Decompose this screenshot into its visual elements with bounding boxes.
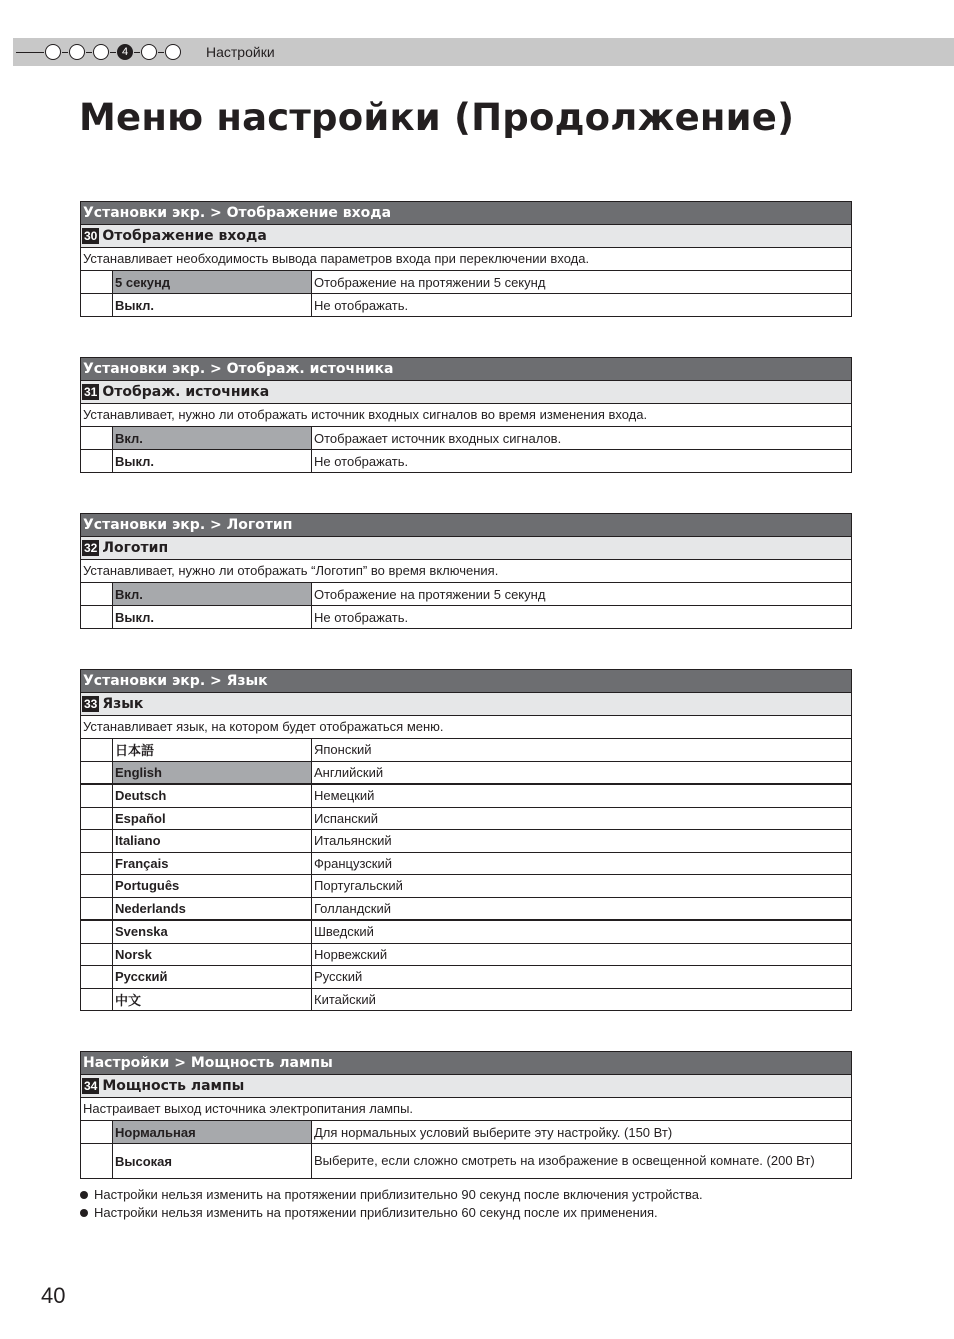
option-row bbox=[81, 450, 851, 472]
option-description: Выберите, если сложно смотреть на изображение в освещенной комнате. (200 Вт) bbox=[314, 1153, 815, 1168]
row-indent bbox=[81, 762, 113, 784]
row-indent bbox=[81, 427, 113, 449]
option-row bbox=[81, 966, 851, 989]
option-description: Отображение на протяжении 5 секунд bbox=[314, 274, 546, 290]
bullet-icon bbox=[80, 1209, 88, 1217]
note-item bbox=[80, 1204, 703, 1222]
option-description: Французский bbox=[314, 855, 392, 871]
option-row bbox=[81, 294, 851, 316]
step-6 bbox=[165, 44, 181, 60]
setting-title bbox=[81, 1075, 851, 1098]
option-name: Français bbox=[113, 853, 312, 875]
setting-title bbox=[81, 381, 851, 404]
note-text: Настройки нельзя изменить на протяжении приблизительно 90 секунд после включения устройства. bbox=[94, 1187, 703, 1202]
option-row bbox=[81, 606, 851, 628]
option-row bbox=[81, 921, 851, 944]
option-name: Nederlands bbox=[113, 898, 312, 920]
row-indent bbox=[81, 606, 113, 628]
row-indent bbox=[81, 450, 113, 472]
option-name: Вкл. bbox=[113, 427, 312, 449]
step-5 bbox=[141, 44, 157, 60]
option-row bbox=[81, 739, 851, 762]
setting-number: 34 bbox=[84, 1079, 98, 1093]
option-description: Норвежский bbox=[314, 946, 388, 962]
row-indent bbox=[81, 898, 113, 920]
option-description: Не отображать. bbox=[314, 453, 409, 469]
notes bbox=[80, 1186, 703, 1222]
row-indent bbox=[81, 1144, 113, 1178]
settings-table bbox=[80, 1051, 852, 1179]
option-name: Вкл. bbox=[113, 583, 312, 605]
setting-name: Отображение входа bbox=[102, 228, 267, 244]
note-item bbox=[80, 1186, 703, 1204]
setting-name: Логотип bbox=[102, 540, 169, 556]
step-2 bbox=[69, 44, 85, 60]
option-row bbox=[81, 808, 851, 831]
row-indent bbox=[81, 944, 113, 966]
option-row bbox=[81, 1144, 851, 1178]
menu-path: Установки экр. > Отображение входа bbox=[81, 202, 851, 225]
setting-title bbox=[81, 537, 851, 560]
settings-table bbox=[80, 357, 852, 473]
row-indent bbox=[81, 785, 113, 807]
option-description: Шведский bbox=[314, 924, 374, 940]
option-row bbox=[81, 898, 851, 922]
row-indent bbox=[81, 853, 113, 875]
setting-number: 32 bbox=[84, 541, 98, 555]
option-description: Не отображать. bbox=[314, 297, 409, 313]
option-name: Выкл. bbox=[113, 450, 312, 472]
setting-description: Настраивает выход источника электропитания лампы. bbox=[81, 1098, 851, 1121]
step-connector bbox=[62, 52, 68, 53]
page-title: Меню настройки (Продолжение) bbox=[79, 96, 795, 139]
setting-number: 33 bbox=[84, 697, 98, 711]
setting-name: Мощность лампы bbox=[102, 1078, 245, 1094]
menu-path: Установки экр. > Логотип bbox=[81, 514, 851, 537]
option-description: Японский bbox=[314, 742, 372, 758]
step-4-active: 4 bbox=[117, 44, 133, 60]
option-row bbox=[81, 944, 851, 967]
menu-path: Настройки > Мощность лампы bbox=[81, 1052, 851, 1075]
menu-path: Установки экр. > Язык bbox=[81, 670, 851, 693]
option-row bbox=[81, 830, 851, 853]
option-name: Deutsch bbox=[113, 785, 312, 807]
setting-title bbox=[81, 225, 851, 248]
row-indent bbox=[81, 739, 113, 761]
row-indent bbox=[81, 830, 113, 852]
row-indent bbox=[81, 875, 113, 897]
option-description: Не отображать. bbox=[314, 609, 409, 625]
option-name: Русский bbox=[113, 966, 312, 988]
option-row bbox=[81, 271, 851, 294]
option-description: Отображает источник входных сигналов. bbox=[314, 430, 562, 446]
option-name: 5 секунд bbox=[113, 271, 312, 293]
option-name: Italiano bbox=[113, 830, 312, 852]
step-connector bbox=[158, 52, 164, 53]
step-3 bbox=[93, 44, 109, 60]
page-number: 40 bbox=[41, 1283, 66, 1308]
option-name: Нормальная bbox=[113, 1121, 312, 1143]
option-name: 中文 bbox=[113, 989, 312, 1011]
option-row bbox=[81, 875, 851, 898]
bullet-icon bbox=[80, 1191, 88, 1199]
row-indent bbox=[81, 583, 113, 605]
row-indent bbox=[81, 294, 113, 316]
setting-description: Устанавливает необходимость вывода параметров входа при переключении входа. bbox=[81, 248, 851, 271]
option-row bbox=[81, 785, 851, 808]
option-name: Español bbox=[113, 808, 312, 830]
option-name: Svenska bbox=[113, 921, 312, 943]
setting-name: Отображ. источника bbox=[102, 384, 270, 400]
option-row bbox=[81, 989, 851, 1011]
note-text: Настройки нельзя изменить на протяжении приблизительно 60 секунд после их применения. bbox=[94, 1205, 658, 1220]
setting-title bbox=[81, 693, 851, 716]
setting-number: 31 bbox=[84, 385, 98, 399]
option-description: Голландский bbox=[314, 900, 391, 916]
option-description: Португальский bbox=[314, 878, 403, 894]
row-indent bbox=[81, 271, 113, 293]
row-indent bbox=[81, 989, 113, 1011]
settings-table bbox=[80, 513, 852, 629]
step-indicator bbox=[16, 43, 182, 61]
settings-table bbox=[80, 201, 852, 317]
option-row bbox=[81, 427, 851, 450]
row-indent bbox=[81, 921, 113, 943]
step-connector bbox=[110, 52, 116, 53]
option-description: Немецкий bbox=[314, 788, 375, 804]
step-connector bbox=[86, 52, 92, 53]
setting-number: 30 bbox=[84, 229, 98, 243]
option-description: Для нормальных условий выберите эту настройку. (150 Вт) bbox=[314, 1124, 673, 1140]
option-description: Итальянский bbox=[314, 833, 392, 849]
step-connector bbox=[134, 52, 140, 53]
settings-table bbox=[80, 669, 852, 1011]
setting-name: Язык bbox=[102, 696, 144, 712]
option-name: Выкл. bbox=[113, 294, 312, 316]
option-row bbox=[81, 762, 851, 786]
row-indent bbox=[81, 1121, 113, 1143]
row-indent bbox=[81, 808, 113, 830]
option-description: Испанский bbox=[314, 810, 379, 826]
step-connector bbox=[22, 52, 44, 53]
option-name: English bbox=[113, 762, 312, 784]
setting-description: Устанавливает, нужно ли отображать “Логотип” во время включения. bbox=[81, 560, 851, 583]
setting-description: Устанавливает язык, на котором будет отображаться меню. bbox=[81, 716, 851, 739]
option-name: Высокая bbox=[113, 1144, 312, 1178]
option-name: Norsk bbox=[113, 944, 312, 966]
option-description: Китайский bbox=[314, 991, 376, 1007]
menu-path: Установки экр. > Отображ. источника bbox=[81, 358, 851, 381]
step-1 bbox=[45, 44, 61, 60]
option-row bbox=[81, 853, 851, 876]
chapter-label: Настройки bbox=[206, 44, 275, 60]
option-description: Русский bbox=[314, 969, 363, 985]
setting-description: Устанавливает, нужно ли отображать источник входных сигналов во время изменения входа. bbox=[81, 404, 851, 427]
option-name: Выкл. bbox=[113, 606, 312, 628]
row-indent bbox=[81, 966, 113, 988]
option-description: Отображение на протяжении 5 секунд bbox=[314, 586, 546, 602]
option-name: Português bbox=[113, 875, 312, 897]
option-row bbox=[81, 583, 851, 606]
option-description: Английский bbox=[314, 764, 384, 780]
option-row bbox=[81, 1121, 851, 1144]
option-name: 日本語 bbox=[113, 739, 312, 761]
